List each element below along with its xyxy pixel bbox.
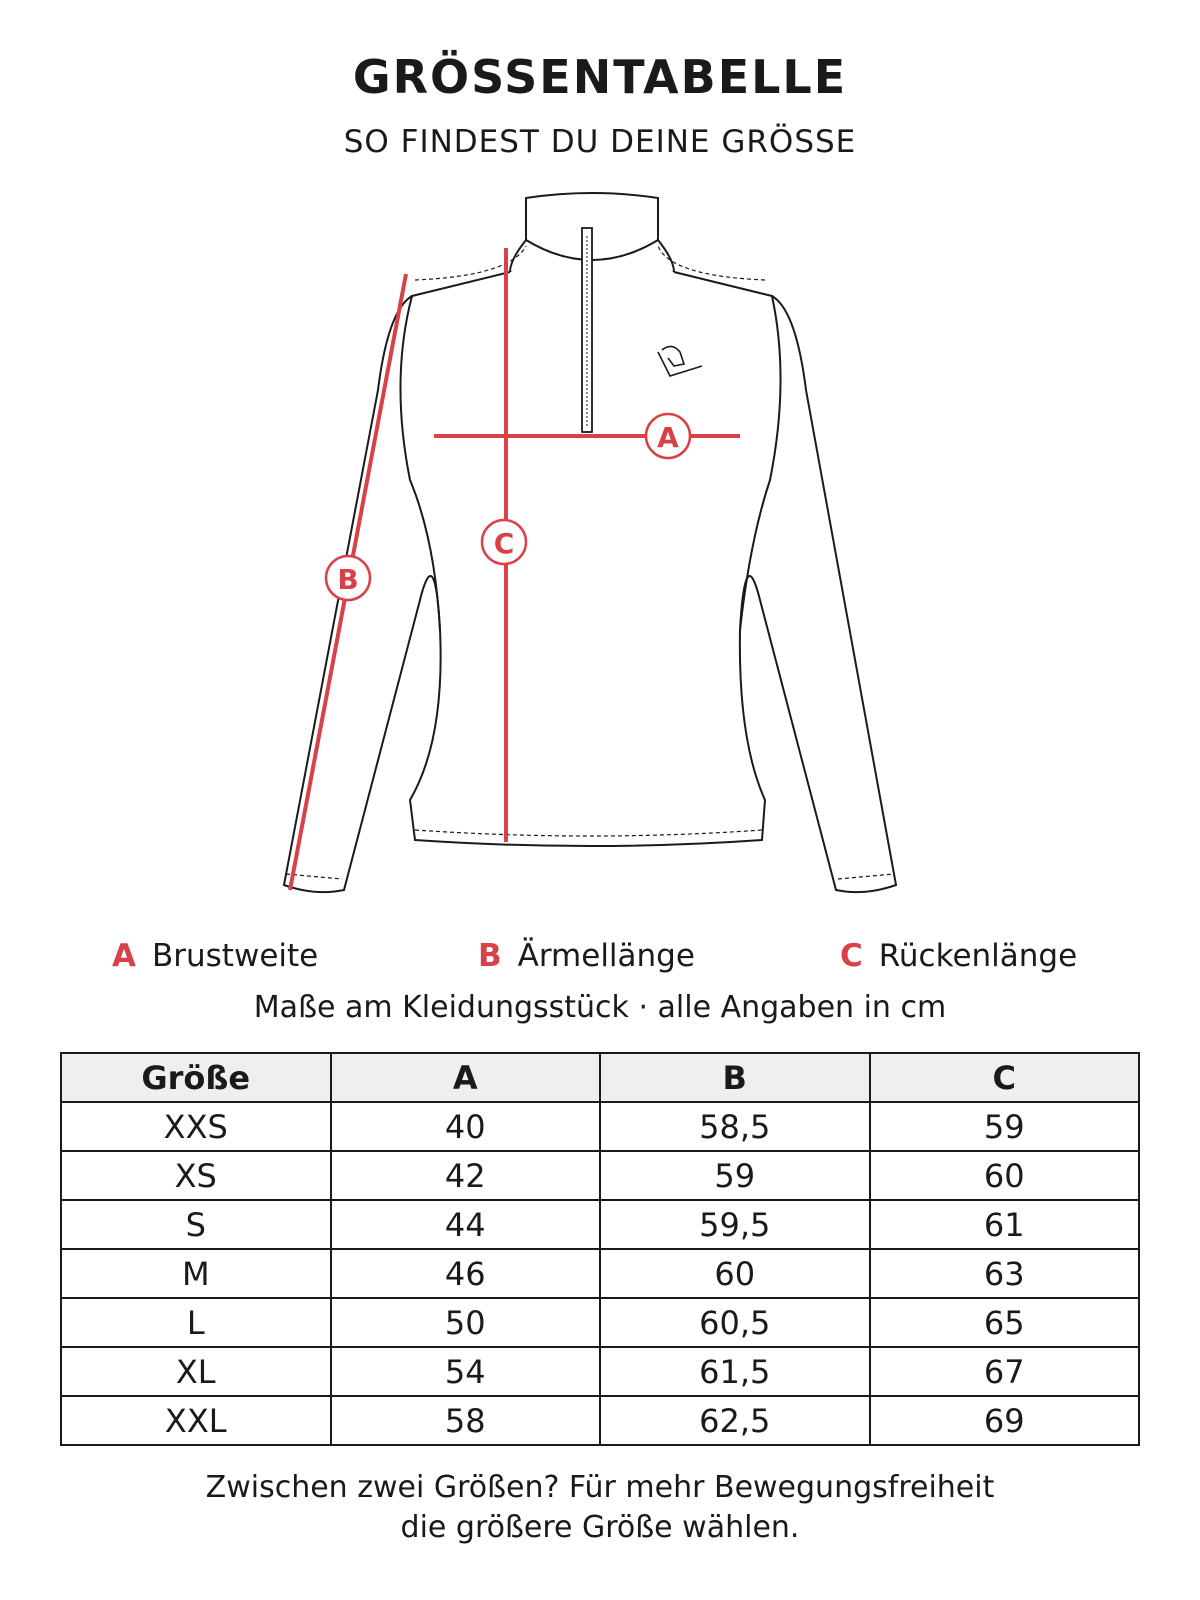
svg-text:A: A — [657, 421, 679, 454]
table-cell: 50 — [331, 1298, 601, 1347]
table-cell: 67 — [870, 1347, 1140, 1396]
table-cell: 40 — [331, 1102, 601, 1151]
table-row — [61, 1396, 1139, 1445]
sizing-tip — [0, 1468, 1200, 1548]
page-subtitle: SO FINDEST DU DEINE GRÖSSE — [343, 124, 857, 160]
table-cell: 62,5 — [600, 1396, 870, 1445]
table-cell: 60 — [870, 1151, 1140, 1200]
table-cell: 54 — [331, 1347, 601, 1396]
column-header: A — [331, 1053, 601, 1102]
svg-text:C: C — [493, 527, 515, 560]
table-cell: XXL — [61, 1396, 331, 1445]
table-cell: 42 — [331, 1151, 601, 1200]
column-header: Größe — [61, 1053, 331, 1102]
table-cell: 60 — [600, 1249, 870, 1298]
table-cell: 61 — [870, 1200, 1140, 1249]
table-cell: 58 — [331, 1396, 601, 1445]
table-cell: XL — [61, 1347, 331, 1396]
legend-letter: A — [112, 938, 136, 974]
table-cell: 59 — [870, 1102, 1140, 1151]
table-cell: 65 — [870, 1298, 1140, 1347]
marker-c — [482, 520, 526, 564]
shirt-diagram — [270, 180, 910, 920]
table-cell: L — [61, 1298, 331, 1347]
legend-letter: B — [478, 938, 502, 974]
table-row — [61, 1102, 1139, 1151]
table-cell: 69 — [870, 1396, 1140, 1445]
shirt-outline — [284, 193, 896, 892]
legend-label: Ärmellänge — [517, 938, 695, 974]
page-title: GRÖSSENTABELLE — [352, 50, 848, 104]
table-row — [61, 1249, 1139, 1298]
table-cell: 63 — [870, 1249, 1140, 1298]
table-row — [61, 1347, 1139, 1396]
measurement-note: Maße am Kleidungsstück · alle Angaben in cm — [253, 990, 947, 1025]
legend-item-b — [478, 938, 695, 974]
table-row — [61, 1298, 1139, 1347]
sizing-tip-line: Zwischen zwei Größen? Für mehr Bewegungsfreiheit — [205, 1470, 995, 1505]
table-cell: XS — [61, 1151, 331, 1200]
legend-label: Rückenlänge — [878, 938, 1078, 974]
marker-a — [646, 414, 690, 458]
marker-b — [326, 556, 370, 600]
table-header-row — [61, 1053, 1139, 1102]
sizing-tip-line: die größere Größe wählen. — [400, 1510, 800, 1545]
table-cell: 61,5 — [600, 1347, 870, 1396]
table-cell: XXS — [61, 1102, 331, 1151]
table-cell: 44 — [331, 1200, 601, 1249]
column-header: C — [870, 1053, 1140, 1102]
legend-item-a — [112, 938, 318, 974]
column-header: B — [600, 1053, 870, 1102]
legend-label: Brustweite — [152, 938, 319, 974]
table-cell: M — [61, 1249, 331, 1298]
size-table — [60, 1052, 1140, 1446]
table-cell: S — [61, 1200, 331, 1249]
table-cell: 58,5 — [600, 1102, 870, 1151]
table-cell: 59,5 — [600, 1200, 870, 1249]
table-cell: 60,5 — [600, 1298, 870, 1347]
table-row — [61, 1200, 1139, 1249]
table-cell: 46 — [331, 1249, 601, 1298]
table-row — [61, 1151, 1139, 1200]
legend-item-c — [840, 938, 1077, 974]
table-cell: 59 — [600, 1151, 870, 1200]
svg-text:B: B — [337, 563, 359, 596]
legend-letter: C — [840, 938, 863, 974]
measurement-legend — [0, 938, 1200, 982]
